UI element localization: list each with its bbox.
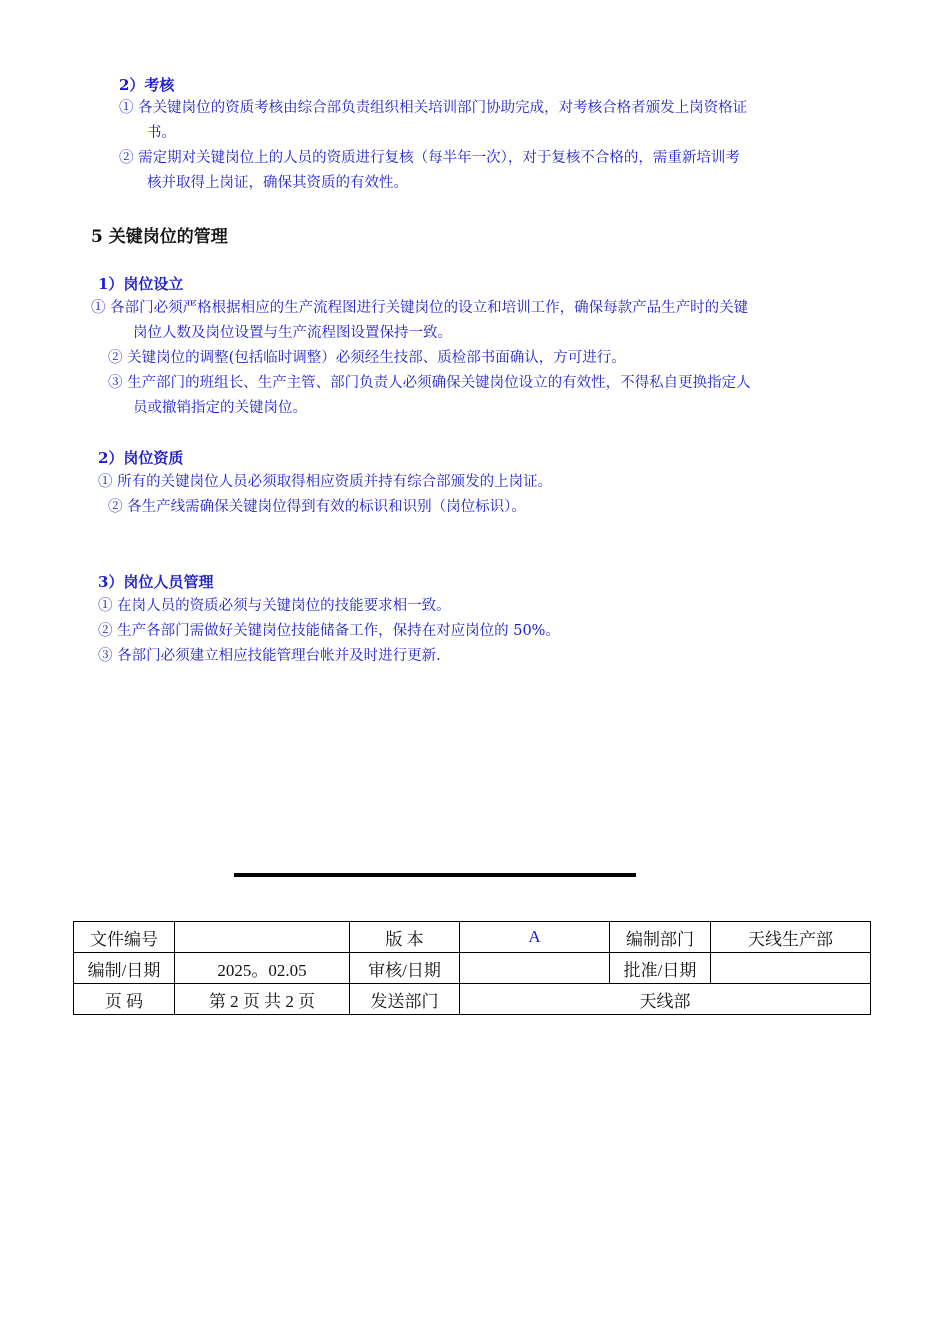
- list-item-continued: 核并取得上岗证，确保其资质的有效性。: [147, 175, 408, 191]
- value-compiling-dept: 天线生产部: [711, 922, 871, 953]
- label-compiled-date: 编制/日期: [74, 953, 175, 984]
- table-row: [74, 922, 871, 953]
- label-page-number: 页 码: [74, 984, 175, 1015]
- value-approved-date: [711, 953, 871, 984]
- list-item: ① 各关键岗位的资质考核由综合部负责组织相关培训部门协助完成，对考核合格者颁发上岗资格证: [119, 100, 748, 116]
- list-item: ② 生产各部门需做好关键岗位技能储备工作，保持在对应岗位的 50%。: [98, 623, 560, 639]
- value-page-number: 第 2 页 共 2 页: [175, 984, 350, 1015]
- value-compiled-date: 2025。02.05: [175, 953, 350, 984]
- section-title: 5 关键岗位的管理: [91, 227, 228, 247]
- document-control-table: [73, 921, 871, 1015]
- list-item: ② 各生产线需确保关键岗位得到有效的标识和识别（岗位标识）。: [108, 499, 526, 515]
- table-row: [74, 953, 871, 984]
- subheading-assessment: 2）考核: [119, 76, 175, 94]
- list-item: ① 所有的关键岗位人员必须取得相应资质并持有综合部颁发的上岗证。: [98, 474, 553, 490]
- label-recipient-dept: 发送部门: [350, 984, 460, 1015]
- subheading-post-qualification: 2）岗位资质: [98, 449, 184, 467]
- subheading-personnel-management: 3）岗位人员管理: [98, 573, 214, 591]
- value-file-number: [175, 922, 350, 953]
- value-reviewed-date: [460, 953, 610, 984]
- list-item: ③ 生产部门的班组长、生产主管、部门负责人必须确保关键岗位设立的有效性，不得私自更换指定人: [108, 375, 751, 391]
- list-item: ② 需定期对关键岗位上的人员的资质进行复核（每半年一次），对于复核不合格的，需重新培训考: [119, 150, 740, 166]
- list-item: ① 各部门必须严格根据相应的生产流程图进行关键岗位的设立和培训工作，确保每款产品生产时的关键: [91, 300, 749, 316]
- list-item-continued: 书。: [147, 125, 176, 141]
- label-approved-date: 批准/日期: [610, 953, 711, 984]
- table-row: [74, 984, 871, 1015]
- value-recipient-dept: 天线部: [460, 984, 871, 1015]
- list-item: ③ 各部门必须建立相应技能管理台帐并及时进行更新.: [98, 648, 441, 664]
- label-version: 版 本: [350, 922, 460, 953]
- list-item: ① 在岗人员的资质必须与关键岗位的技能要求相一致。: [98, 598, 451, 614]
- footer-divider: [234, 873, 636, 877]
- label-compiling-dept: 编制部门: [610, 922, 711, 953]
- list-item-continued: 员或撤销指定的关键岗位。: [133, 400, 307, 416]
- label-reviewed-date: 审核/日期: [350, 953, 460, 984]
- label-file-number: 文件编号: [74, 922, 175, 953]
- list-item: ② 关键岗位的调整(包括临时调整）必须经生技部、质检部书面确认，方可进行。: [108, 350, 626, 366]
- value-version: A: [460, 922, 610, 953]
- subheading-post-setup: 1）岗位设立: [98, 275, 184, 293]
- list-item-continued: 岗位人数及岗位设置与生产流程图设置保持一致。: [133, 325, 452, 341]
